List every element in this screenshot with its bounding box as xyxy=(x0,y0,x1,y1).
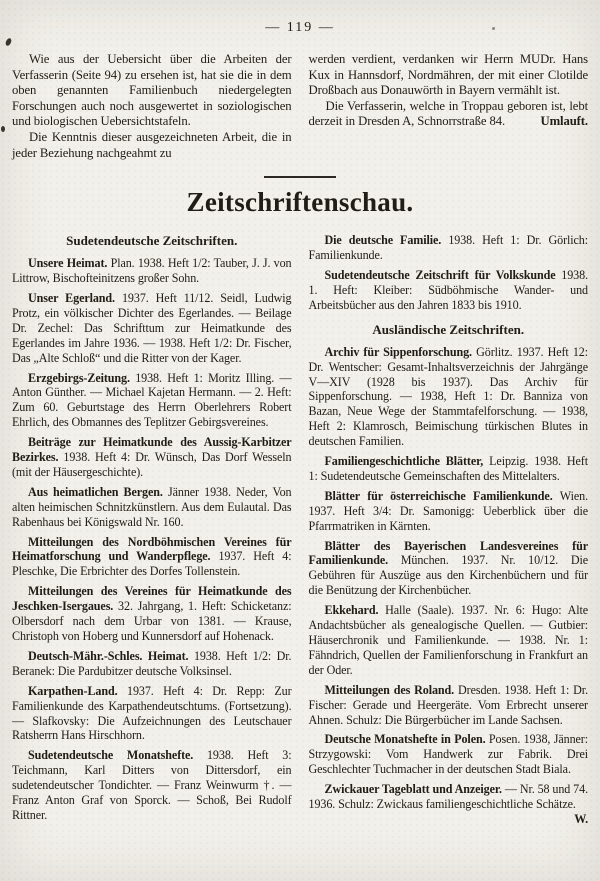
journal-entry-title: Archiv für Sippenforschung. xyxy=(324,344,472,359)
intro-paragraph-text: werden verdient, verdanken wir Herrn MUDr. Hans Kux in Hannsdorf, Nordmähren, der mit einer Clotilde Droßbach aus Donauwörth in Bayern vermählt ist. xyxy=(308,52,588,98)
journal-entry-text: Görlitz. 1937. Heft 12: Dr. Wentscher: Gesamt-Inhaltsverzeichnis der Jahrgänge V—XIV (1928 bis 1937). Das Archiv für Sippenforschung. — 1938, Heft 1: Dr. Banniza von Bazan, Neue Wege der Stammtafelforschung. — 1938, Heft 2: Klamrosch, Beimischung türkischen Blutes in deutschen Familien. xyxy=(308,344,588,449)
intro-paragraph xyxy=(309,52,589,99)
journal-entry-title: Deutsch-Mähr.-Schles. Heimat. xyxy=(28,648,189,663)
journal-entry xyxy=(309,603,589,678)
journal-entry xyxy=(12,371,292,431)
page-number: — 119 — xyxy=(265,20,335,35)
ink-speck xyxy=(5,37,13,46)
journal-entry-text: 1937. Heft 4: Dr. Repp: Zur Familienkunde des Karpathendeutschtums. (Fortsetzung). — Slafkovsky: Die Aufzeichnungen des Leutschauer Ratsherrn Hans Hirschhorn. xyxy=(12,683,292,743)
review-left-column xyxy=(12,233,292,828)
journal-entry-text: Posen. 1938, Jänner: Strzygowski: Vom Handwerk zur Fabrik. Drei Geschlechter Tuchmacher in der deutschen Stadt Biala. xyxy=(308,732,588,777)
journal-entry-text: Halle (Saale). 1937. Nr. 6: Hugo: Alte Andachtsbücher als genealogische Quellen. — Gutbier: Häuserchronik und Familienkunde. — 1938. Nr. 1: Fähndrich, Quellen der Familienforschung in Frankfurt an der Oder. xyxy=(308,603,588,677)
journal-entry-title: Beiträge zur Heimatkunde des Aussig-Karbitzer Bezirkes. xyxy=(12,435,292,465)
review-right-column xyxy=(309,233,589,828)
intro-section xyxy=(12,52,588,161)
journal-entry-title: Ekkehard. xyxy=(324,603,379,618)
intro-paragraph xyxy=(12,130,292,161)
journal-entry-title: Unsere Heimat. xyxy=(28,256,108,271)
journal-entry-title: Sudetendeutsche Zeitschrift für Volkskunde xyxy=(324,267,556,282)
intro-paragraph-text: Die Verfasserin, welche in Troppau geboren ist, lebt derzeit in Dresden A, Schnorrstraße 84. xyxy=(308,98,588,129)
ink-speck xyxy=(1,126,5,132)
journal-entry-title: Mitteilungen des Vereines für Heimatkunde des Jeschken-Isergaues. xyxy=(12,584,292,614)
journal-entry xyxy=(12,291,292,366)
section-title: Zeitschriftenschau. xyxy=(186,187,414,218)
intro-left-column xyxy=(12,52,292,161)
journal-entry-title: Erzgebirgs-Zeitung. xyxy=(28,370,130,385)
review-section xyxy=(12,233,588,828)
journal-entry-text: München. 1937. Nr. 10/12. Die Gebühren für Auszüge aus den Kirchenbüchern und für die Benützung der Kirchenbücher. xyxy=(308,553,588,598)
intro-paragraph xyxy=(309,99,589,130)
journal-entry-title: Blätter des Bayerischen Landesvereines für Familienkunde. xyxy=(308,538,588,568)
journal-entry-text: Dresden. 1938. Heft 1: Dr. Fischer: Gerade und Heergeräte. Vom Erbrecht unserer Ahnen. Schulz: Die Bürgerbücher im Lande Sachsen. xyxy=(308,682,588,727)
journal-entry-title: Zwickauer Tageblatt und Anzeiger. xyxy=(324,782,502,797)
journal-entry-title: Unser Egerland. xyxy=(28,290,115,305)
journal-entry xyxy=(12,684,292,744)
intro-paragraph-text: Wie aus der Uebersicht über die Arbeiten der Verfasserin (Seite 94) zu ersehen ist, hat sie die in dem oben genannten Familienbuch niedergelegten Forschungen auch noch ausgewertet in soziologischen und biologischen Uebersichtstafeln. xyxy=(12,52,292,129)
journal-entry xyxy=(309,454,589,484)
ink-speck xyxy=(492,27,495,30)
journal-entry-text: 1938. Heft 4: Dr. Wünsch, Das Dorf Wesseln (mit der Häusergeschichte). xyxy=(12,450,292,479)
journal-entry xyxy=(309,489,589,534)
author-signature: Umlauft. xyxy=(540,114,588,129)
journal-entry-title: Deutsche Monatshefte in Polen. xyxy=(324,732,486,747)
journal-entry xyxy=(309,345,589,449)
journal-entry xyxy=(309,683,589,728)
journal-entry-text: 1938. Heft 3: Teichmann, Karl Ditters von Dittersdorf, ein sudetendeutscher Tondichter. — Franz Weinwurm †. — Franz Anton Graf von Sporck. — Schoß, Bei Rudolf Rittner. xyxy=(12,748,292,822)
journal-entry xyxy=(308,782,589,826)
journal-entry xyxy=(309,268,589,313)
journal-entry-title: Familiengeschichtliche Blätter, xyxy=(324,454,484,469)
journal-entry xyxy=(12,748,292,823)
journal-entry-text: — Nr. 58 und 74. 1936. Schulz: Zwickaus familiengeschichtliche Schätze. xyxy=(308,782,588,812)
journal-entry-text: 1938. Heft 1: Dr. Görlich: Familienkunde. xyxy=(308,233,588,263)
journal-entry-text: Wien. 1937. Heft 3/4: Dr. Samonigg: Ueberblick über die Pfarrmatriken in Kärnten. xyxy=(308,488,588,533)
intro-paragraph xyxy=(12,52,292,130)
journal-entry-title: Sudetendeutsche Monatshefte. xyxy=(28,748,194,763)
journal-entry xyxy=(12,584,292,644)
journal-entry-text: 32. Jahrgang, 1. Heft: Schicketanz: Olbersdorf nach dem Urbar von 1381. — Krause, Christoph von Hoberg und Kunnersdorf auf Hohenack. xyxy=(12,599,292,643)
journal-entry-text: Leipzig. 1938. Heft 1: Sudetendeutsche Gemeinschaften des Mittelalters. xyxy=(308,454,588,483)
journal-entry-title: Mitteilungen des Nordböhmischen Vereines für Heimatforschung und Wanderpflege. xyxy=(12,534,292,564)
journal-entry xyxy=(12,485,292,530)
journal-entry-text: Plan. 1938. Heft 1/2: Tauber, J. J. von Littrow, Bischofteinitzens großer Sohn. xyxy=(12,256,292,286)
journal-entry-title: Karpathen-Land. xyxy=(28,683,118,698)
journal-entry-title: Mitteilungen des Roland. xyxy=(324,682,455,697)
journal-entry-text: Jänner 1938. Neder, Von alten heimischen Schnitzkünstlern. Aus dem Eulautal. Das Rabenhaus bei Königswald Nr. 160. xyxy=(12,484,292,529)
intro-paragraph-text: Die Kenntnis dieser ausgezeichneten Arbeit, die in jeder Beziehung nachgeahmt zu xyxy=(12,129,292,160)
right-entries-bottom-list xyxy=(308,344,589,826)
journal-entry xyxy=(309,732,589,777)
journal-entry-text: 1938. Heft 1/2: Dr. Beranek: Die Pardubitzer deutsche Volksinsel. xyxy=(12,648,292,678)
journal-entry-text: 1937. Heft 4: Pleschke, Die Erbrichter des Dorfes Tollenstein. xyxy=(12,549,292,579)
journal-entry xyxy=(12,256,292,286)
journal-entry-title: Die deutsche Familie. xyxy=(324,233,442,248)
journal-entry xyxy=(12,535,292,580)
left-entries-list xyxy=(12,256,292,823)
journal-entry-title: Blätter für österreichische Familienkunde. xyxy=(324,488,553,503)
journal-entry xyxy=(12,649,292,679)
journal-entry-title: Aus heimatlichen Bergen. xyxy=(28,484,163,499)
journal-entry xyxy=(12,435,292,480)
section-divider xyxy=(264,176,336,178)
journal-entry-text: 1938. 1. Heft: Kleiber: Südböhmische Wander- und Arbeitsbücher aus den Jahren 1833 bis 1910. xyxy=(308,267,588,312)
journal-entry-text: 1938. Heft 1: Moritz Illing. — Anton Günther. — Michael Kajetan Hermann. — 2. Heft: Zum 60. Geburtstage des Herrn Oberlehrers Robert Ehrlich, des Obmannes des Teplitzer Gebirgsvereines. xyxy=(12,370,292,430)
journal-entry xyxy=(309,539,589,599)
intro-right-column xyxy=(309,52,589,161)
journal-entry xyxy=(309,233,589,263)
right-entries-top-list xyxy=(309,233,589,313)
subheading-auslaendische: Ausländische Zeitschriften. xyxy=(372,321,525,337)
entry-signature: W. xyxy=(574,811,588,826)
journal-entry-text: 1937. Heft 11/12. Seidl, Ludwig Protz, ein völkischer Dichter des Egerlandes. — Beilage Dr. Zechel: Das Schrifttum zur Heimatkunde des Egerlandes im Jahre 1936. — 1938. Heft 1/2: Dr. Fischer, Das „Alte Schloß“ und die Ritter von der Kager. xyxy=(12,290,292,365)
subheading-sudetendeutsche: Sudetendeutsche Zeitschriften. xyxy=(66,233,238,249)
